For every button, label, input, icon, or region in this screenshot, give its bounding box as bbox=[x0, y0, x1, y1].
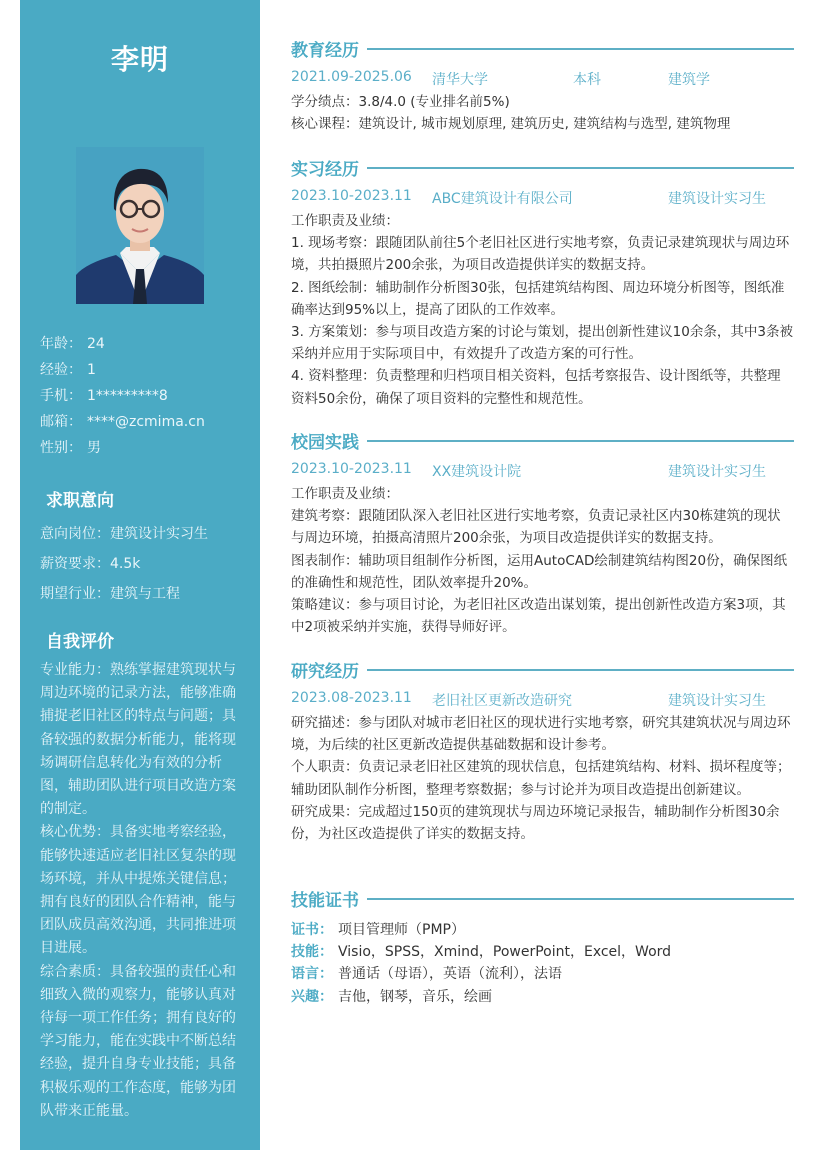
basic-info bbox=[40, 334, 250, 464]
internship-role: 建筑设计实习生 bbox=[668, 191, 766, 207]
internship-title: 实习经历 bbox=[291, 159, 359, 180]
skills-section bbox=[291, 885, 794, 1008]
research-role: 建筑设计实习生 bbox=[668, 693, 766, 709]
campus-section bbox=[291, 427, 794, 638]
eval-core-strength: 核心优势：具备实地考察经验，能够快速适应老旧社区复杂的现场环境，并从中提炼关键信息；拥有良好的团队合作精神，能与团队成员高效沟通，共同推进项目进展。 bbox=[40, 824, 236, 957]
intent-salary: 薪资要求：4.5k bbox=[40, 556, 141, 572]
campus-header bbox=[291, 461, 794, 483]
info-experience: 经验： 1 bbox=[40, 362, 96, 378]
campus-role: 建筑设计实习生 bbox=[668, 464, 766, 480]
skill-interest: 兴趣： 吉他，钢琴，音乐，绘画 bbox=[291, 988, 492, 1005]
campus-date: 2023.10-2023.11 bbox=[291, 461, 412, 477]
skill-certificate: 证书： 项目管理师（PMP） bbox=[291, 922, 465, 938]
sidebar bbox=[20, 0, 260, 1150]
section-divider bbox=[367, 898, 794, 900]
education-title: 教育经历 bbox=[291, 40, 359, 61]
list-item: 2. 图纸绘制：辅助制作分析图30张，包括建筑结构图、周边环境分析图等，图纸准确率达到95%以上，提高了团队的工作效率。 bbox=[291, 279, 785, 318]
education-section bbox=[291, 35, 794, 135]
research-section bbox=[291, 656, 794, 845]
education-major: 建筑学 bbox=[668, 72, 710, 88]
education-courses: 核心课程：建筑设计, 城市规划原理, 建筑历史, 建筑结构与选型, 建筑物理 bbox=[291, 116, 731, 133]
skill-software: 技能： Visio，SPSS，Xmind，PowerPoint，Excel，Word bbox=[291, 944, 672, 961]
self-evaluation bbox=[40, 659, 244, 1123]
list-item: 建筑考察：跟随团队深入老旧社区进行实地考察，负责记录社区内30栋建筑的现状与周边环境，拍摄高清照片200余张，为项目改造提供详实的数据支持。 bbox=[291, 508, 781, 547]
list-item: 研究描述：参与团队对城市老旧社区的现状进行实地考察，研究其建筑状况与周边环境，为后续的社区更新改造提供基础数据和设计参考。 bbox=[291, 715, 791, 754]
job-intent bbox=[40, 524, 250, 614]
info-email: 邮箱： ****@zcmima.cn bbox=[40, 414, 205, 430]
self-eval-title: 自我评价 bbox=[46, 632, 114, 652]
candidate-name: 李明 bbox=[110, 43, 169, 76]
education-school: 清华大学 bbox=[432, 72, 488, 88]
skill-language: 语言： 普通话（母语），英语（流利），法语 bbox=[291, 966, 562, 983]
eval-overall: 综合素质：具备较强的责任心和细致入微的观察力，能够认真对待每一项工作任务；拥有良好的学习能力，能在实践中不断总结经验，提升自身专业技能；具备积极乐观的工作态度，能够为团队带来正能量。 bbox=[40, 963, 236, 1119]
research-title: 研究经历 bbox=[291, 661, 359, 682]
list-item: 研究成果：完成超过150页的建筑现状与周边环境记录报告，辅助制作分析图30余份，为社区改造提供了详实的数据支持。 bbox=[291, 803, 780, 843]
education-date: 2021.09-2025.06 bbox=[291, 69, 412, 85]
education-degree: 本科 bbox=[573, 72, 601, 88]
internship-section bbox=[291, 154, 794, 410]
research-date: 2023.08-2023.11 bbox=[291, 690, 412, 706]
job-intent-title: 求职意向 bbox=[46, 491, 114, 511]
intent-position: 意向岗位：建筑设计实习生 bbox=[40, 526, 208, 542]
internship-company: ABC建筑设计有限公司 bbox=[432, 191, 573, 207]
education-header bbox=[291, 69, 794, 91]
internship-date: 2023.10-2023.11 bbox=[291, 188, 412, 204]
info-gender: 性别： 男 bbox=[40, 440, 101, 456]
eval-professional: 专业能力：熟练掌握建筑现状与周边环境的记录方法，能够准确捕捉老旧社区的特点与问题；具备较强的数据分析能力，能将现场调研信息转化为有效的分析图，辅助团队进行项目改造方案的制定。 bbox=[40, 662, 236, 818]
section-divider bbox=[367, 48, 794, 50]
campus-org: XX建筑设计院 bbox=[432, 464, 522, 480]
list-item: 工作职责及业绩： bbox=[291, 213, 399, 229]
list-item: 工作职责及业绩： bbox=[291, 486, 399, 502]
internship-header bbox=[291, 188, 794, 210]
research-header bbox=[291, 690, 794, 712]
list-item: 4. 资料整理：负责整理和归档项目相关资料，包括考察报告、设计图纸等，共整理资料50余份，确保了项目资料的完整性和规范性。 bbox=[291, 368, 781, 407]
section-divider bbox=[367, 669, 794, 671]
section-divider bbox=[367, 440, 794, 442]
list-item: 1. 现场考察：跟随团队前往5个老旧社区进行实地考察，负责记录建筑现状与周边环境，共拍摄照片200余张，为项目改造提供详实的数据支持。 bbox=[291, 235, 790, 274]
list-item: 3. 方案策划：参与项目改造方案的讨论与策划，提出创新性建议10余条，其中3条被采纳并应用于实际项目中，有效提升了改造方案的可行性。 bbox=[291, 324, 793, 363]
profile-photo bbox=[76, 147, 204, 304]
info-phone: 手机： 1*********8 bbox=[40, 388, 168, 404]
research-project: 老旧社区更新改造研究 bbox=[432, 693, 572, 709]
section-divider bbox=[367, 167, 794, 169]
list-item: 图表制作：辅助项目组制作分析图，运用AutoCAD绘制建筑结构图20份，确保图纸的准确性和规范性，团队效率提升20%。 bbox=[291, 552, 788, 591]
list-item: 策略建议：参与项目讨论，为老旧社区改造出谋划策，提出创新性改造方案3项，其中2项被采纳并实施，获得导师好评。 bbox=[291, 597, 786, 636]
skills-title: 技能证书 bbox=[291, 890, 359, 911]
education-gpa: 学分绩点：3.8/4.0 (专业排名前5%) bbox=[291, 94, 510, 110]
list-item: 个人职责：负责记录老旧社区建筑的现状信息，包括建筑结构、材料、损坏程度等；辅助团队制作分析图，整理考察数据；参与讨论并为项目改造提出创新建议。 bbox=[291, 759, 791, 798]
intent-industry: 期望行业：建筑与工程 bbox=[40, 586, 180, 602]
info-age: 年龄： 24 bbox=[40, 336, 105, 352]
campus-title: 校园实践 bbox=[291, 432, 359, 453]
portrait-image-icon bbox=[76, 147, 204, 304]
